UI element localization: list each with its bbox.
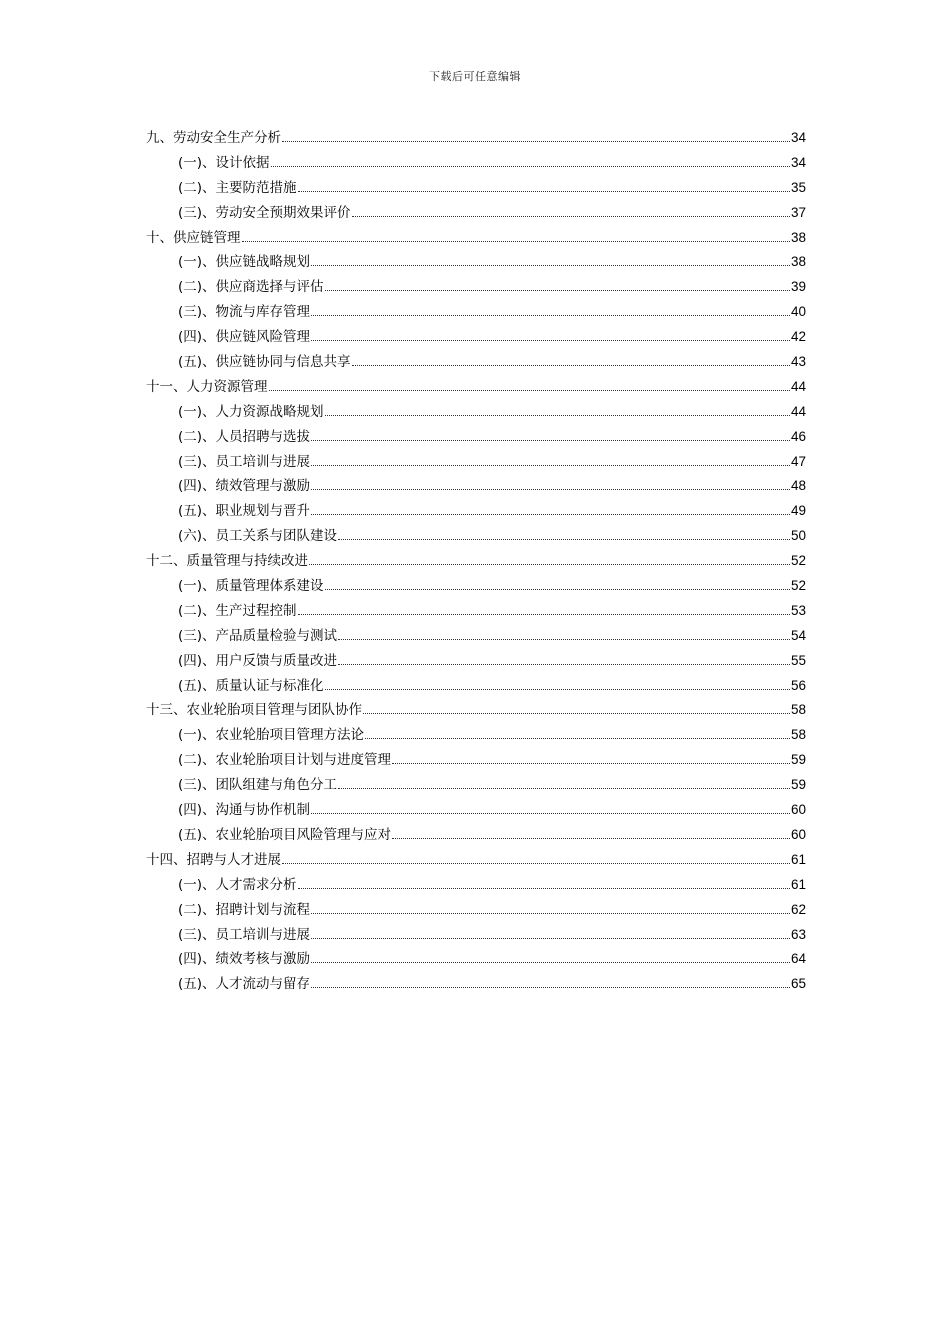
toc-entry-label: (三)、物流与库存管理 xyxy=(178,304,311,321)
toc-entry-label: (三)、员工培训与进展 xyxy=(178,453,311,470)
toc-entry-label: (四)、绩效考核与激励 xyxy=(178,951,311,968)
toc-dot-leader xyxy=(311,812,790,814)
toc-page-number: 56 xyxy=(790,677,806,693)
toc-page-number: 55 xyxy=(790,652,806,668)
toc-page-number: 61 xyxy=(790,876,806,892)
toc-dot-leader xyxy=(338,787,790,789)
toc-page-number: 59 xyxy=(790,777,806,793)
toc-chapter-entry[interactable] xyxy=(146,698,806,723)
toc-entry-label: (二)、招聘计划与流程 xyxy=(178,901,311,918)
toc-entry-label: 九、劳动安全生产分析 xyxy=(146,130,281,146)
toc-chapter-entry[interactable] xyxy=(146,549,806,574)
table-of-contents xyxy=(146,126,806,997)
toc-entry-label: (三)、团队组建与角色分工 xyxy=(178,777,338,794)
toc-entry-label: (三)、劳动安全预期效果评价 xyxy=(178,204,351,221)
toc-section-entry[interactable] xyxy=(146,674,806,699)
toc-entry-label: (一)、设计依据 xyxy=(178,154,270,171)
toc-dot-leader xyxy=(282,140,790,142)
toc-entry-label: (三)、员工培训与进展 xyxy=(178,926,311,943)
toc-entry-label: (二)、主要防范措施 xyxy=(178,179,297,196)
toc-page-number: 63 xyxy=(790,926,806,942)
toc-section-entry[interactable] xyxy=(146,300,806,325)
toc-chapter-entry[interactable] xyxy=(146,126,806,151)
toc-section-entry[interactable] xyxy=(146,873,806,898)
toc-page-number: 39 xyxy=(790,279,806,295)
toc-dot-leader xyxy=(311,488,790,490)
toc-entry-label: (五)、供应链协同与信息共享 xyxy=(178,354,351,371)
toc-entry-label: (五)、职业规划与晋升 xyxy=(178,503,311,520)
toc-dot-leader xyxy=(298,887,790,889)
header-note: 下载后可任意编辑 xyxy=(429,70,521,83)
toc-dot-leader xyxy=(325,588,790,590)
toc-dot-leader xyxy=(311,439,790,441)
toc-dot-leader xyxy=(298,613,790,615)
toc-entry-label: (六)、员工关系与团队建设 xyxy=(178,528,338,545)
toc-entry-label: (五)、农业轮胎项目风险管理与应对 xyxy=(178,826,392,843)
toc-page-number: 48 xyxy=(790,478,806,494)
toc-dot-leader xyxy=(338,638,790,640)
toc-dot-leader xyxy=(242,240,790,242)
toc-page-number: 52 xyxy=(790,553,806,569)
toc-page-number: 62 xyxy=(790,901,806,917)
toc-page-number: 50 xyxy=(790,528,806,544)
toc-dot-leader xyxy=(311,314,790,316)
toc-page-number: 64 xyxy=(790,951,806,967)
toc-section-entry[interactable] xyxy=(146,350,806,375)
toc-page-number: 40 xyxy=(790,304,806,320)
toc-section-entry[interactable] xyxy=(146,947,806,972)
toc-section-entry[interactable] xyxy=(146,524,806,549)
toc-dot-leader xyxy=(271,165,790,167)
toc-section-entry[interactable] xyxy=(146,649,806,674)
toc-section-entry[interactable] xyxy=(146,325,806,350)
toc-dot-leader xyxy=(325,688,790,690)
toc-dot-leader xyxy=(311,513,790,515)
toc-page-number: 38 xyxy=(790,229,806,245)
toc-dot-leader xyxy=(298,190,790,192)
toc-page-number: 53 xyxy=(790,602,806,618)
toc-section-entry[interactable] xyxy=(146,250,806,275)
toc-entry-label: (四)、绩效管理与激励 xyxy=(178,478,311,495)
toc-dot-leader xyxy=(363,712,790,714)
toc-dot-leader xyxy=(325,414,790,416)
toc-section-entry[interactable] xyxy=(146,151,806,176)
toc-entry-label: (二)、农业轮胎项目计划与进度管理 xyxy=(178,752,392,769)
toc-section-entry[interactable] xyxy=(146,450,806,475)
toc-entry-label: (五)、质量认证与标准化 xyxy=(178,677,324,694)
toc-dot-leader xyxy=(352,215,790,217)
toc-page-number: 38 xyxy=(790,254,806,270)
toc-page-number: 58 xyxy=(790,702,806,718)
toc-dot-leader xyxy=(325,289,790,291)
toc-dot-leader xyxy=(365,737,790,739)
toc-entry-label: (二)、生产过程控制 xyxy=(178,602,297,619)
toc-page-number: 37 xyxy=(790,204,806,220)
toc-page-number: 61 xyxy=(790,851,806,867)
toc-page-number: 65 xyxy=(790,976,806,992)
toc-section-entry[interactable] xyxy=(146,275,806,300)
toc-dot-leader xyxy=(311,937,790,939)
toc-section-entry[interactable] xyxy=(146,425,806,450)
toc-section-entry[interactable] xyxy=(146,201,806,226)
toc-dot-leader xyxy=(392,837,790,839)
toc-entry-label: (一)、人才需求分析 xyxy=(178,876,297,893)
toc-section-entry[interactable] xyxy=(146,923,806,948)
toc-page-number: 58 xyxy=(790,727,806,743)
toc-entry-label: (五)、人才流动与留存 xyxy=(178,976,311,993)
toc-dot-leader xyxy=(352,364,790,366)
toc-dot-leader xyxy=(309,563,790,565)
toc-page-number: 52 xyxy=(790,578,806,594)
toc-section-entry[interactable] xyxy=(146,176,806,201)
toc-section-entry[interactable] xyxy=(146,723,806,748)
toc-section-entry[interactable] xyxy=(146,599,806,624)
toc-page-number: 59 xyxy=(790,752,806,768)
toc-dot-leader xyxy=(392,762,790,764)
toc-chapter-entry[interactable] xyxy=(146,375,806,400)
toc-dot-leader xyxy=(338,538,790,540)
toc-entry-label: (四)、供应链风险管理 xyxy=(178,329,311,346)
toc-entry-label: (四)、用户反馈与质量改进 xyxy=(178,652,338,669)
toc-dot-leader xyxy=(282,862,790,864)
toc-page-number: 44 xyxy=(790,378,806,394)
toc-dot-leader xyxy=(311,464,790,466)
toc-dot-leader xyxy=(311,339,790,341)
toc-section-entry[interactable] xyxy=(146,798,806,823)
toc-page-number: 34 xyxy=(790,154,806,170)
toc-chapter-entry[interactable] xyxy=(146,226,806,251)
toc-entry-label: (三)、产品质量检验与测试 xyxy=(178,627,338,644)
toc-dot-leader xyxy=(311,986,790,988)
toc-entry-label: (四)、沟通与协作机制 xyxy=(178,802,311,819)
toc-section-entry[interactable] xyxy=(146,574,806,599)
toc-entry-label: 十二、质量管理与持续改进 xyxy=(146,553,308,570)
toc-page-number: 49 xyxy=(790,503,806,519)
toc-section-entry[interactable] xyxy=(146,972,806,997)
toc-page-number: 60 xyxy=(790,802,806,818)
toc-page-number: 34 xyxy=(790,130,806,145)
toc-section-entry[interactable] xyxy=(146,474,806,499)
toc-entry-label: 十、供应链管理 xyxy=(146,229,241,246)
toc-page-number: 43 xyxy=(790,354,806,370)
toc-entry-label: (一)、农业轮胎项目管理方法论 xyxy=(178,727,365,744)
toc-entry-label: (二)、人员招聘与选拔 xyxy=(178,428,311,445)
toc-section-entry[interactable] xyxy=(146,400,806,425)
toc-section-entry[interactable] xyxy=(146,748,806,773)
toc-entry-label: 十三、农业轮胎项目管理与团队协作 xyxy=(146,702,362,719)
toc-entry-label: (一)、质量管理体系建设 xyxy=(178,578,324,595)
toc-dot-leader xyxy=(311,264,790,266)
toc-entry-label: (二)、供应商选择与评估 xyxy=(178,279,324,296)
toc-entry-label: (一)、供应链战略规划 xyxy=(178,254,311,271)
toc-page-number: 60 xyxy=(790,826,806,842)
toc-page-number: 44 xyxy=(790,403,806,419)
toc-entry-label: 十四、招聘与人才进展 xyxy=(146,851,281,868)
toc-page-number: 47 xyxy=(790,453,806,469)
toc-chapter-entry[interactable] xyxy=(146,848,806,873)
toc-entry-label: (一)、人力资源战略规划 xyxy=(178,403,324,420)
toc-page-number: 35 xyxy=(790,179,806,195)
toc-section-entry[interactable] xyxy=(146,499,806,524)
toc-dot-leader xyxy=(311,961,790,963)
toc-section-entry[interactable] xyxy=(146,773,806,798)
toc-section-entry[interactable] xyxy=(146,898,806,923)
toc-entry-label: 十一、人力资源管理 xyxy=(146,378,268,395)
toc-page-number: 54 xyxy=(790,627,806,643)
toc-dot-leader xyxy=(311,912,790,914)
toc-page-number: 46 xyxy=(790,428,806,444)
toc-dot-leader xyxy=(338,663,790,665)
toc-section-entry[interactable] xyxy=(146,624,806,649)
toc-dot-leader xyxy=(269,389,790,391)
toc-section-entry[interactable] xyxy=(146,823,806,848)
toc-page-number: 42 xyxy=(790,329,806,345)
